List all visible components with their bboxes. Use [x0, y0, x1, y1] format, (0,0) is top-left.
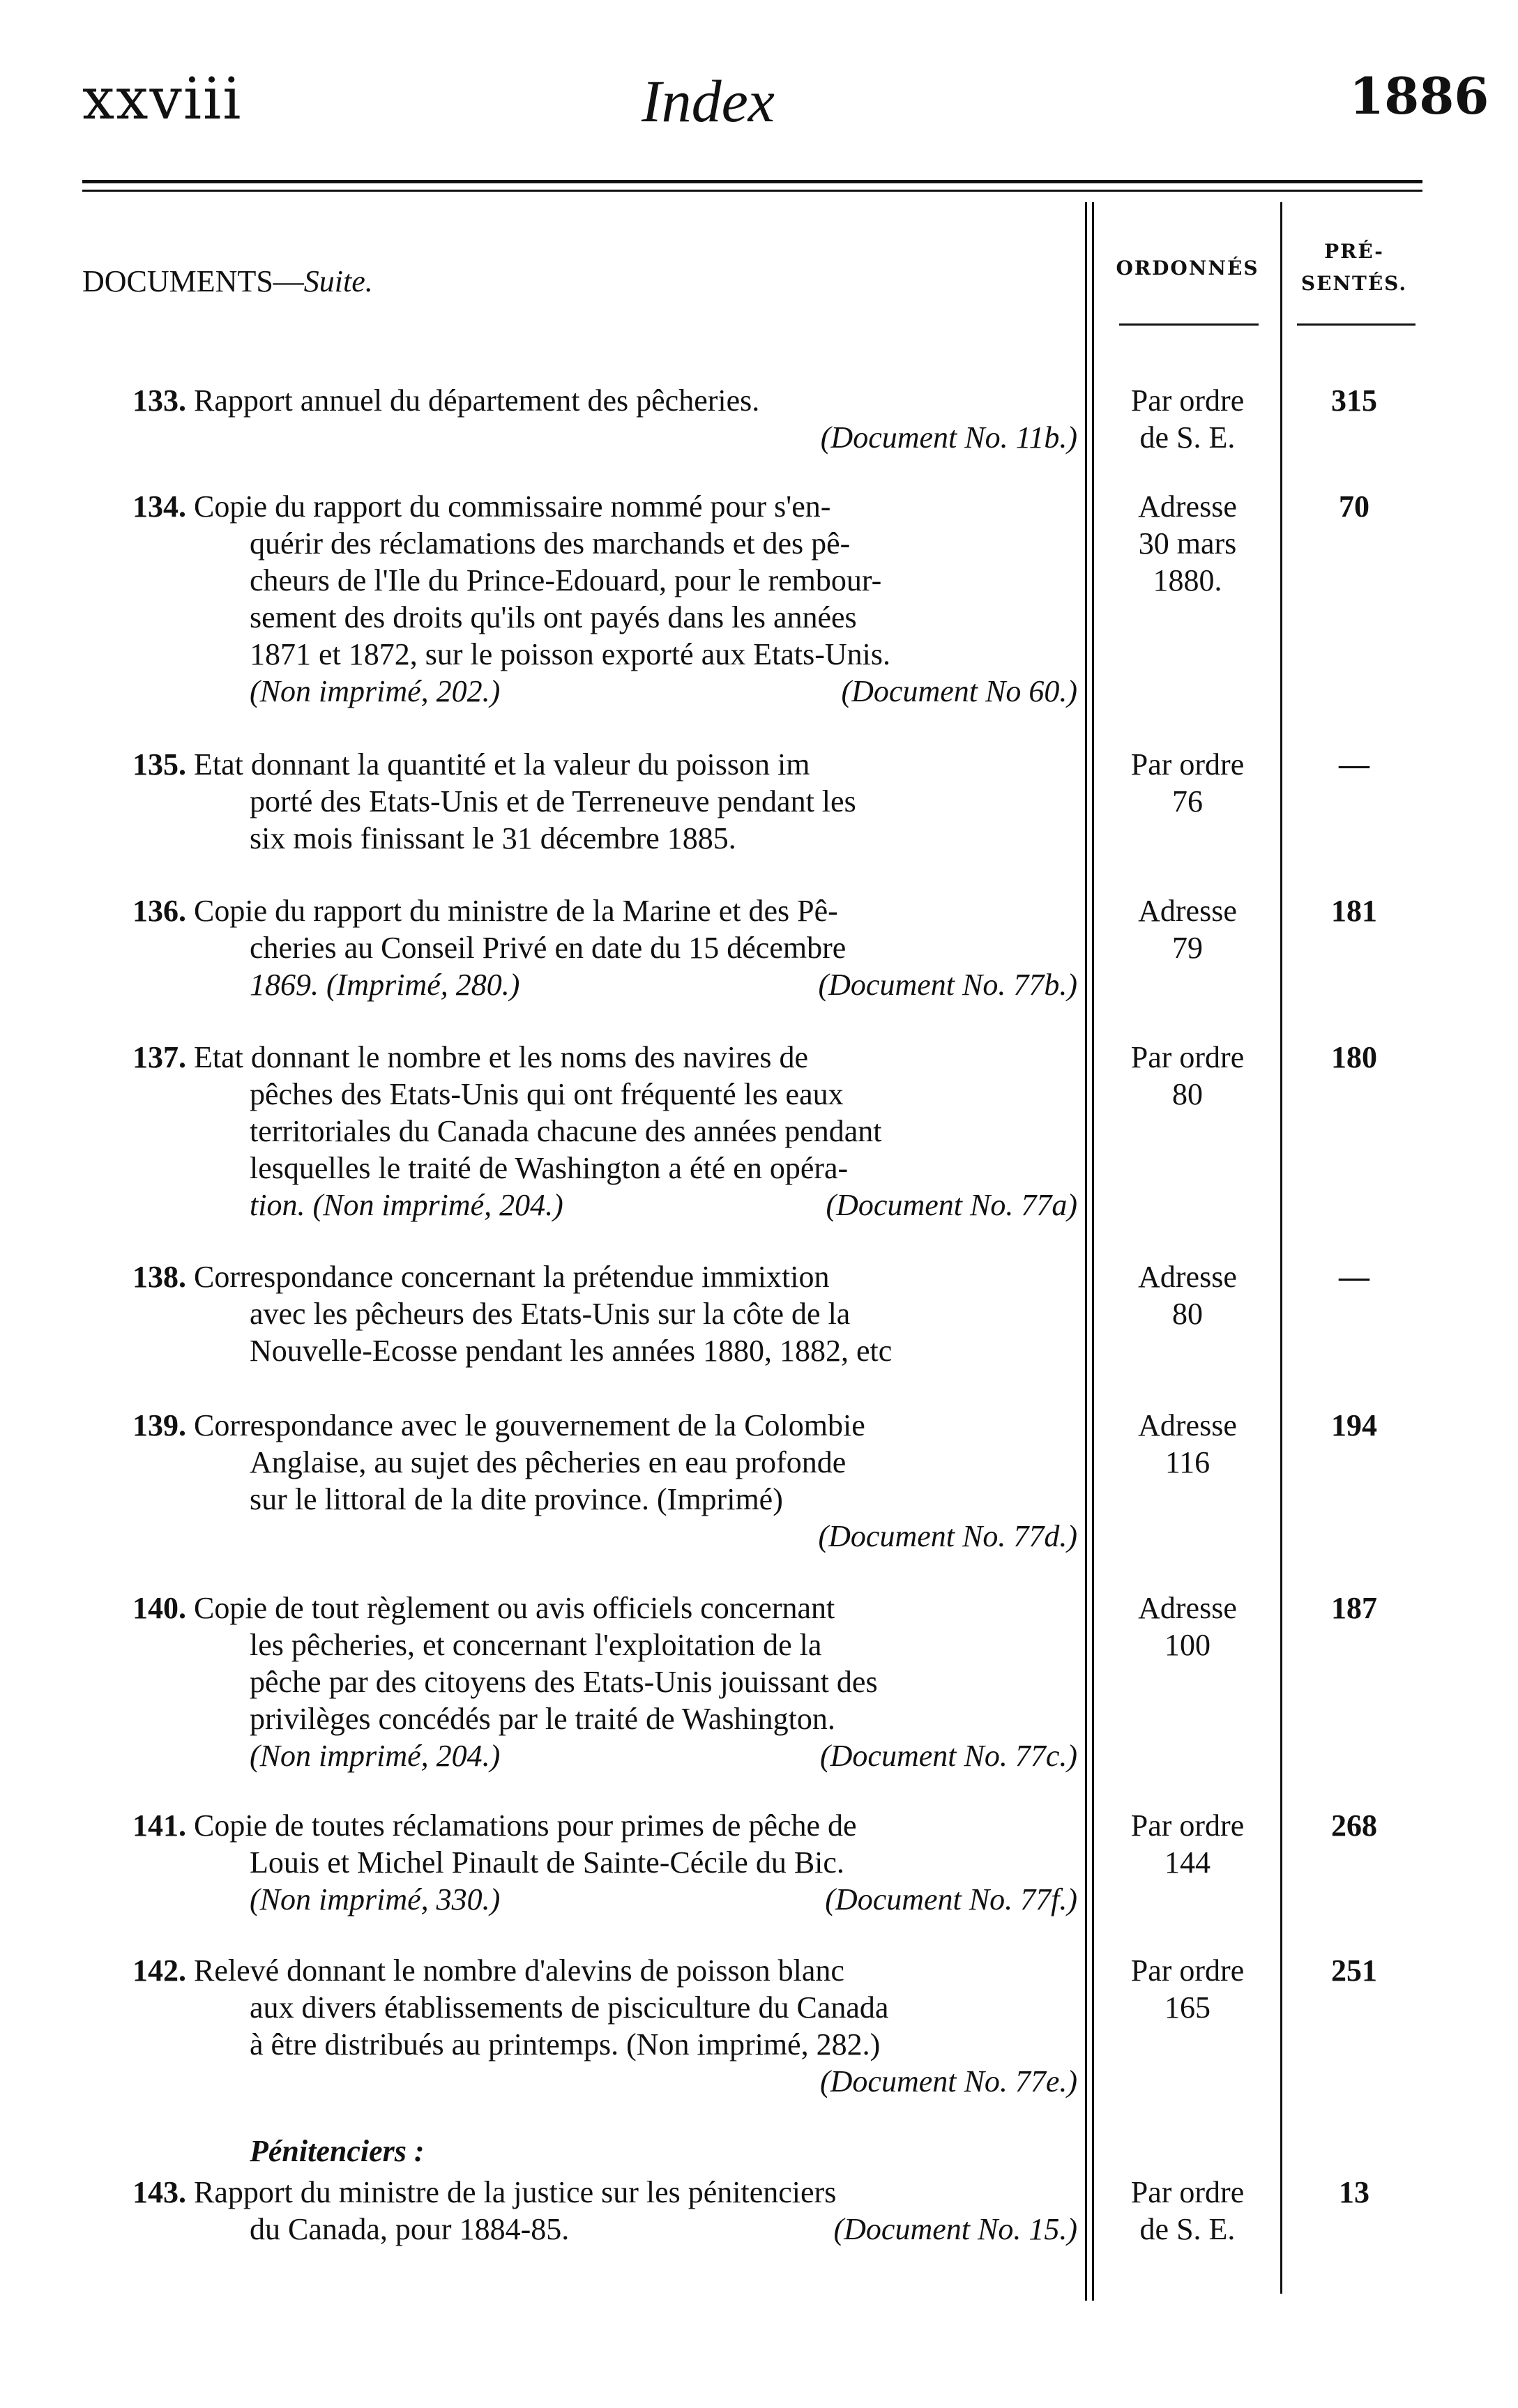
- entry-line: Copie du rapport du ministre de la Marine et des Pê-: [194, 894, 838, 928]
- entry-document-ref: (Document No. 15.): [833, 2212, 1077, 2246]
- entry-ordered: Adresse 116: [1138, 1408, 1237, 1479]
- entry-number: 139.: [132, 1408, 186, 1442]
- entry-presented: 251: [1331, 1953, 1377, 1988]
- entry-presented: 194: [1331, 1408, 1377, 1442]
- entry-document-ref: (Document No. 77d.): [818, 1519, 1077, 1553]
- entry-number: 137.: [132, 1040, 186, 1074]
- entry-ordered: Par ordre 144: [1130, 1808, 1245, 1880]
- column-divider: [1280, 202, 1282, 2294]
- entry-presented: 180: [1331, 1040, 1377, 1074]
- entry-document-ref: (Document No. 77e.): [819, 2064, 1077, 2098]
- entry-presented: 268: [1331, 1808, 1377, 1843]
- entry-note: 1869. (Imprimé, 280.): [250, 968, 520, 1002]
- entry-note: (Non imprimé, 202.): [250, 674, 501, 708]
- entry-document-ref: (Document No. 77b.): [818, 968, 1077, 1002]
- entry-note: (Non imprimé, 330.): [250, 1882, 501, 1917]
- entry-ordered: Adresse 79: [1138, 894, 1237, 965]
- entry-line: (Document No. 11b.): [820, 420, 1077, 455]
- entry-note: tion. (Non imprimé, 204.): [250, 1188, 563, 1222]
- entry-line: cheries au Conseil Privé en date du 15 décembre: [250, 931, 847, 965]
- entry-line: Etat donnant le nombre et les noms des navires de: [194, 1040, 808, 1074]
- entry-line: à être distribués au printemps. (Non imprimé, 282.): [250, 2027, 881, 2062]
- entry-presented: —: [1339, 1260, 1369, 1294]
- entry-presented: 181: [1331, 894, 1377, 928]
- entry-line: pêche par des citoyens des Etats-Unis jouissant des: [250, 1665, 878, 1699]
- entry-line: Rapport annuel du département des pêcheries.: [194, 383, 760, 418]
- entry-line: Rapport du ministre de la justice sur les pénitenciers: [194, 2175, 837, 2209]
- entry-number: 138.: [132, 1260, 186, 1294]
- entry-line: Relevé donnant le nombre d'alevins de poisson blanc: [194, 1953, 844, 1988]
- entry-line: 1871 et 1872, sur le poisson exporté aux Etats-Unis.: [250, 637, 890, 671]
- entry-ordered: Adresse 80: [1138, 1260, 1237, 1331]
- entry-ordered: Par ordre 76: [1130, 747, 1245, 818]
- entry-line: quérir des réclamations des marchands et des pê-: [250, 526, 851, 561]
- entry-line: cheurs de l'Ile du Prince-Edouard, pour le rembour-: [250, 563, 882, 597]
- column-header-presented: [1284, 236, 1424, 300]
- entry-line: Copie du rapport du commissaire nommé pour s'en-: [194, 489, 831, 524]
- entry-line: Anglaise, au sujet des pêcheries en eau profonde: [250, 1445, 847, 1479]
- column-header-ordered: ORDONNÉS: [1116, 257, 1259, 280]
- column-divider: [1085, 202, 1087, 2301]
- entry-number: 134.: [132, 489, 186, 524]
- entry-presented: 70: [1339, 489, 1369, 524]
- entry-line: Etat donnant la quantité et la valeur du poisson im: [194, 747, 810, 782]
- page-year: 1886: [1349, 66, 1489, 125]
- entry-line: privilèges concédés par le traité de Washington.: [250, 1702, 835, 1736]
- page-title: Index: [642, 68, 775, 135]
- page-number: xxviii: [82, 66, 243, 132]
- section-heading: [82, 264, 373, 299]
- header-rule-top: [82, 180, 1422, 183]
- column-divider: [1092, 202, 1094, 2301]
- entry-line: pêches des Etats-Unis qui ont fréquenté les eaux: [250, 1077, 844, 1111]
- entry-ordered: Par ordre 165: [1130, 1953, 1245, 2025]
- entry-document-ref: (Document No. 77f.): [825, 1882, 1077, 1917]
- entry-line: les pêcheries, et concernant l'exploitation de la: [250, 1628, 822, 1662]
- column-header-underline: [1297, 323, 1415, 326]
- entry-line: Louis et Michel Pinault de Sainte-Cécile du Bic.: [250, 1845, 844, 1880]
- entry-number: 140.: [132, 1591, 186, 1625]
- entry-ordered: Par ordre de S. E.: [1130, 383, 1245, 455]
- entry-presented: 315: [1331, 383, 1377, 418]
- entry-number: 135.: [132, 747, 186, 782]
- entry-note: (Non imprimé, 204.): [250, 1739, 501, 1773]
- entry-ordered: Par ordre de S. E.: [1130, 2175, 1245, 2246]
- entry-line: aux divers établissements de pisciculture du Canada: [250, 1990, 889, 2025]
- entry-presented: 187: [1331, 1591, 1377, 1625]
- header-rule-bottom: [82, 190, 1422, 192]
- entry-line: Nouvelle-Ecosse pendant les années 1880, 1882, etc: [250, 1334, 893, 1368]
- entry-ordered: Par ordre 80: [1130, 1040, 1245, 1111]
- entry-line: sement des droits qu'ils ont payés dans les années: [250, 600, 857, 634]
- entry-number: 141.: [132, 1808, 186, 1843]
- entry-document-ref: (Document No. 77a): [826, 1188, 1077, 1222]
- entry-ordered: Adresse 100: [1138, 1591, 1237, 1662]
- entry-line: avec les pêcheurs des Etats-Unis sur la côte de la: [250, 1297, 851, 1331]
- entry-note: du Canada, pour 1884-85.: [250, 2212, 570, 2246]
- entry-line: Copie de toutes réclamations pour primes de pêche de: [194, 1808, 857, 1843]
- entry-presented: 13: [1339, 2175, 1369, 2209]
- section-heading-suite: Suite.: [303, 264, 373, 298]
- entry-document-ref: (Document No 60.): [841, 674, 1077, 708]
- entry-line: porté des Etats-Unis et de Terreneuve pendant les: [250, 784, 856, 818]
- entry-number: 143.: [132, 2175, 186, 2209]
- entry-number: 136.: [132, 894, 186, 928]
- entry-line: Correspondance avec le gouvernement de la Colombie: [194, 1408, 865, 1442]
- section-heading-label: DOCUMENTS—: [82, 264, 304, 298]
- entry-document-ref: (Document No. 77c.): [819, 1739, 1077, 1773]
- entry-line: sur le littoral de la dite province. (Imprimé): [250, 1482, 783, 1516]
- entry-number: 142.: [132, 1953, 186, 1988]
- entry-ordered: Adresse 30 mars 1880.: [1138, 489, 1237, 597]
- entry-number: 133.: [132, 383, 186, 418]
- column-header-presented-line2: SENTÉS.: [1300, 272, 1408, 295]
- entry-line: Correspondance concernant la prétendue immixtion: [194, 1260, 830, 1294]
- entry-line: lesquelles le traité de Washington a été en opéra-: [250, 1151, 849, 1185]
- entry-line: territoriales du Canada chacune des années pendant: [250, 1114, 882, 1148]
- entry-line: Copie de tout règlement ou avis officiels concernant: [194, 1591, 835, 1625]
- column-header-presented-line1: PRÉ-: [1324, 240, 1384, 263]
- column-header-underline: [1119, 323, 1259, 326]
- entry-line: six mois finissant le 31 décembre 1885.: [250, 821, 736, 855]
- subheading: Pénitenciers :: [250, 2134, 425, 2168]
- entry-presented: —: [1339, 747, 1369, 782]
